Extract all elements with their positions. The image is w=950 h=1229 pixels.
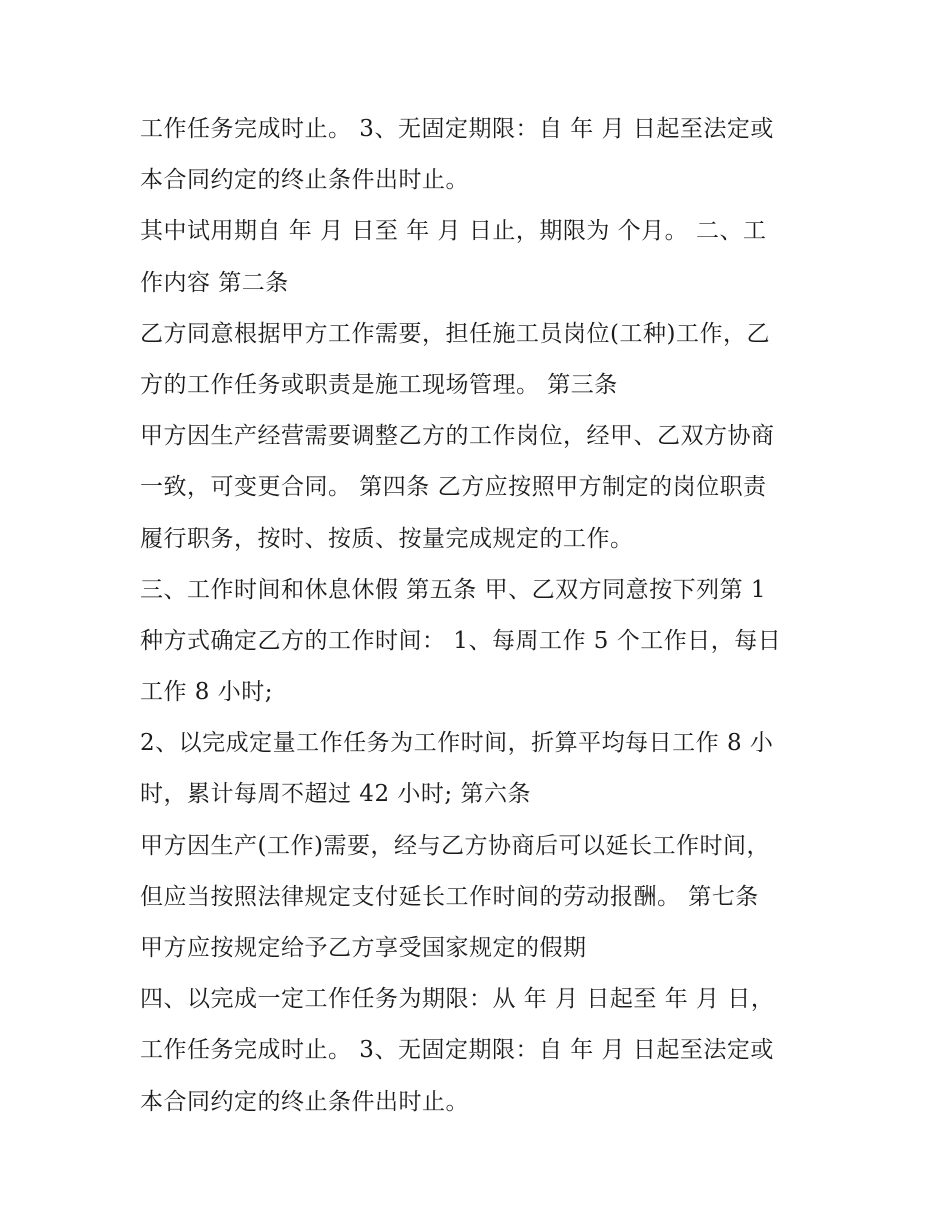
text-line: 甲方因生产(工作)需要，经与乙方协商后可以延长工作时间， xyxy=(140,832,770,859)
text-line: 甲方因生产经营需要调整乙方的工作岗位，经甲、乙双方协商 xyxy=(140,423,775,450)
text-line: 种方式确定乙方的工作时间： 1、每周工作 5 个工作日，每日 xyxy=(140,627,782,654)
text-line: 工作任务完成时止。 3、无固定期限：自 年 月 日起至法定或 xyxy=(140,116,774,142)
text-line: 本合同约定的终止条件出时止。 xyxy=(140,167,469,194)
text-line: 一致，可变更合同。 第四条 乙方应按照甲方制定的岗位职责 xyxy=(140,474,767,501)
text-line: 四、以完成一定工作任务为期限：从 年 月 日起至 年 月 日， xyxy=(140,986,775,1013)
text-line: 本合同约定的终止条件出时止。 xyxy=(140,1088,469,1115)
text-line: 时，累计每周不超过 42 小时; 第六条 xyxy=(140,781,531,808)
text-line: 工作 8 小时; xyxy=(140,679,274,706)
text-line: 作内容 第二条 xyxy=(140,269,289,296)
text-line: 乙方同意根据甲方工作需要，担任施工员岗位(工种)工作，乙 xyxy=(140,320,770,347)
text-line: 2、以完成定量工作任务为工作时间，折算平均每日工作 8 小 xyxy=(140,730,774,757)
text-line: 工作任务完成时止。 3、无固定期限：自 年 月 日起至法定或 xyxy=(140,1037,774,1064)
document-body xyxy=(140,104,820,1128)
text-line: 甲方应按规定给予乙方享受国家规定的假期 xyxy=(140,935,587,961)
text-line: 三、工作时间和休息休假 第五条 甲、乙双方同意按下列第 1 xyxy=(140,576,767,603)
text-line: 但应当按照法律规定支付延长工作时间的劳动报酬。 第七条 xyxy=(140,883,759,910)
text-line: 履行职务，按时、按质、按量完成规定的工作。 xyxy=(140,525,634,552)
text-line: 方的工作任务或职责是施工现场管理。 第三条 xyxy=(140,371,618,398)
text-line: 其中试用期自 年 月 日至 年 月 日止，期限为 个月。 二、工 xyxy=(140,218,767,245)
